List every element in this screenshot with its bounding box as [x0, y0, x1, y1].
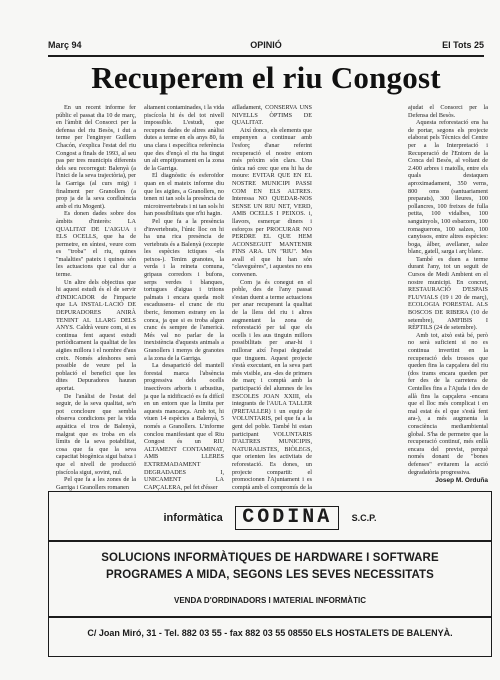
paragraph: Aquesta reforestació ens ha de portar, segons els projecte elaborat pels Tècnics del Centre per a la Interpretació i Recuperació de l'Entorn de la Conca del Besòs, al voltant de 2.400 arbres i matolls, entre els quals destaquen aproximadament, 350 verns, 800 oms (santuariament preparats), 300 lleures, 100 pollancres, 100 freixes de fulla petita, 100 vidalbes, 100 sanguinyols, 100 esbarzers, 100 romaguerons, 100 salzes, 100 canyissos, entre altres espècies: boga, àlber, avellaner, salze blanc, gatell, sarga i arç blanc. [408, 119, 488, 256]
publication-name: El Tots 25 [442, 40, 484, 50]
ad-divider [49, 616, 491, 618]
paragraph: En un recent informe fer públic el passat dia 10 de març, en l'àmbit del Consorci per la defensa del riu Besòs, i dut a terme per l'enginyer Guillem Chacón, s'explica l'estat del riu Congost a finals de 1993, al seu pas per tres municipis diferents dels seu recorregut: Balenyà (a l'inici de la seva trajectòria), per la Garriga (al curs mig) i finalment per Granollers (a prop ja de la seva confluència amb el riu Mogent). [56, 104, 136, 210]
advertisement-box [48, 491, 492, 657]
ad-divider [49, 540, 491, 542]
article-title: Recuperem el riu Congost [91, 60, 441, 95]
ad-brand [49, 506, 491, 532]
ad-subline: VENDA D'ORDINADORS I MATERIAL INFORMÀTIC [174, 596, 366, 605]
paragraph: De l'anàlisi de l'estat del seguir, de la seva qualitat, se'n pot concloure que sembla observa condicions per la vida aquàtica el tros de Balenyà, malgrat que es troba en els límits de la seva potabilitat, cosa que fa que la seva capacitat biogènica sigui baixa i que el nivell de producció piscícola sigui, sovint, nul. [56, 392, 136, 476]
ad-headline-1: SOLUCIONS INFORMÀTIQUES DE HARDWARE I SOFTWARE [101, 552, 439, 564]
page-header [48, 40, 484, 54]
paragraph: aïlladament, CONSERVA UNS NIVELLS ÒPTIMS DE QUALITAT. [232, 104, 312, 127]
paragraph: El diagnòstic és esferoïdor quan en el mateix informe diu que les aigües, a Granollers, no tenen ni tan sols la presència de microinvertebrats i ni tan sols hi han possibilitats que n'hi hagin. [144, 172, 224, 218]
paragraph: Pel que fa a les zones de la Garriga i Granollers romanen [56, 476, 136, 491]
paragraph: Es donen dades sobre dos àmbits d'interès: LA QUALITAT DE L'AIGUA i ELS OCELLS, que ha de permetre, en síntesi, veure com es "troba" el riu, quines "malalties" pateix i quines són les actuacions que cal dur a terme. [56, 210, 136, 279]
ad-brand-suffix: S.C.P. [351, 513, 377, 523]
codina-logo: CODINA [235, 506, 339, 530]
paragraph: Com ja és conegut en el poble, des de l'any passat s'estan duent a terme actuacions per anar recuperant la qualitat de la llera del riu i altres augmentant la zona de reforestació per tal que els ocells i les aus tinguin millors possibilitats per anar-hi i millorar així l'espai degradat que tinguem. Aquest projecte s'està executant, en la seva part més visible, ara -des de primers de març i comptà amb la participació del alumnes de les ESCOLES JOAN XXIII, els integrants de l'AULA TALLER (PRETALLER) i un equip de VOLUNTARIS, pel que fa a la gent del poble. També hi estan participant VOLUNTARIS D'ALTRES MUNICIPIS, NATURALISTES, BIÒLEGS, que orienten les activitats de reforestació. Es dones, un projecte compartit: el promocionen l'Ajuntament i es comptà amb el compromís de la [232, 278, 312, 491]
paragraph: altament contaminades, i la vida piscícola hi és del tot nivell impossible. L'estudi, que recupera dades de altres anàlisi dutes a terme en els anys 80, fa una clara i específica referència que des d'ençà el riu ha tingut un alt empitjorament en la zona de la Garriga. [144, 104, 224, 172]
article-column-2 [144, 104, 224, 491]
paragraph: Amb tot, això està bé, però no serà suficient si no es continua invertint en la recuperació dels trossos que queden fins la capçalera del riu (dos trams encara queden per fer des de la carretera de Centelles fins a l'Ajuda i des de allà fins la capçalera -encara que el lloc més complicat i en mal estat és el que s'està fent ara-), a més augmenta la consciència mediambiental global. S'ha de permetre que la recuperació continuï, més enllà encara del previst, perquè només donant de "bones defenses" evitarem la acció degradatòria progressiva. [408, 331, 488, 476]
issue-date: Març 94 [48, 40, 82, 50]
paragraph: ajudat el Consorci per la Defensa del Besòs. [408, 104, 488, 119]
paragraph: Un altre dels objectius que hi aquest estudi és el de servir d'INDICADOR de l'impacte que LA INSTAL·LACIÓ DE DEPURADORES ANIRÀ TENINT AL LLARG DELS ANYS. Caldrà veure com, si es continua fent aquest estudi periòdicament la qualitat de les aigües millora i el nombre d'aus creix. Només afeshores serà possible de veure pel la població el benefici que les dites Depuradores hauran aportat. [56, 278, 136, 392]
ad-headline-2: PROGRAMES A MIDA, SEGONS LES SEVES NECESSITATS [106, 569, 434, 581]
article-column-4 [408, 104, 488, 474]
section-name: OPINIÓ [250, 40, 282, 50]
paragraph: Així doncs, els elements que empenyen a continuar amb l'esforç d'anar referint recuperació el nostre entorn més pròxim són clars. Una única raó crec que ens hi ha de moure: EVITAR QUE EN EL NOSTRE MUNICIPI PASSI COM EN ELS ALTRES. Interessa NO QUEDAR-NOS SENSE UN RIU NET, VERD, AMB OCELLS I PEIXOS. i, llavors, esmerçar diners i esforços per PROCURAR NO PERDRE EL QUE HEM ACONSEGUIT MANTENIR FINS ARA. UN "RIU". Mes avall el que hi han són "claveguères", i aquestes no ens convenen. [232, 126, 312, 279]
ad-brand-prefix: informàtica [163, 512, 223, 524]
article-column-3 [232, 104, 312, 491]
article-column-1 [56, 104, 136, 491]
paragraph: La desaparició del mantell forestal marca l'absència progressiva dels ocells insectívors arboris i arbustius, ja que la nidificació es fa difícil en un entorn que la limita per aquests mancança. Amb tot, hi viuen 14 espècies a Balenyà, 5 només a Granollers. L'informe conclou manifestant que el Riu Congost és un RIU ALTAMENT CONTAMINAT, AMB LLERES EXTREMADAMENT DEGRADADES I, UNICAMENT LA CAPÇALERA, pel fet d'ésser [144, 362, 224, 491]
article-author: Josep M. Orduña [435, 477, 488, 484]
paragraph: Pel que fa a la presència d'invertebrats, l'únic lloc on hi ha una rica presència de vertebrats és a Balenyà (excepte les espècies ictiques -els peixos-). Tenim granotes, la verda i la reineta comuna, gripaus corredors i bufons, serps verdes i blanques, tortugues d'aigua i tritons palmats i encara queda molt escadussera- el cranc de riu iberic, fenomen estrany en la conca, ja que si es troba algun cranc és sempre de l'americà. Més val no parlar de la inexistència d'aquests animals a Granollers i menys de granotes a la zona de la Garriga. [144, 217, 224, 362]
paragraph: També es duen a terme durant l'any, tot un seguit de Cursos de Medi Ambient en el nostre municipi. En concret, RESTAURACIÓ D'ESPAIS FLUVIALS (19 i 20 de març), ECOLOGIA FORESTAL ALS BOSCOS DE RIBERA (10 de setembre), AMFIBIS I RÈPTILS (24 de setembre). [408, 255, 488, 332]
header-rule [48, 55, 484, 57]
ad-contact: C/ Joan Miró, 31 - Tel. 882 03 55 - fax 882 03 55 08550 ELS HOSTALETS DE BALENYÀ. [87, 628, 453, 638]
